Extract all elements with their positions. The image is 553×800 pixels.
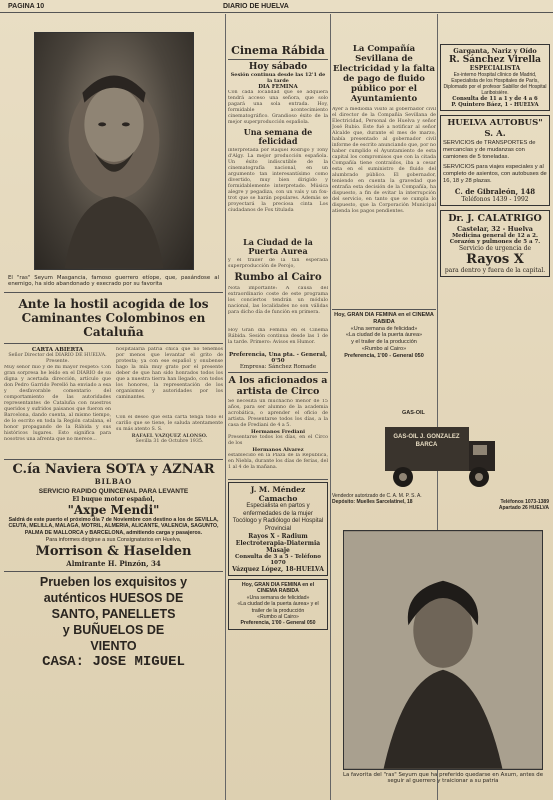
throat-address: P. Quintero Báez, 1 - HUELVA (451, 102, 539, 108)
film-3-title: Rumbo al Cairo (234, 272, 322, 283)
film-2-title: La Ciudad de la Puerta Aurea (243, 237, 313, 256)
naviera-service: SERVICIO RAPIDO QUINCENAL PARA LEVANTE (38, 487, 189, 495)
naviera-ship-intro: El buque motor español, (72, 495, 155, 503)
column-rule (225, 14, 226, 800)
throat-body: Ex-interno Hospital clínico de Madrid, Especialista de los Hospitales de París, Diplomado por el profesor Sabillor del Hospital Lariboisière. (443, 72, 547, 96)
divider (228, 372, 328, 373)
electricity-headline: La Compañía Sevillana de Electricidad y la falta de pago de fluido público por el Ayuntamiento (332, 44, 436, 104)
article-headline: Ante la hostil acogida de los Caminantes Colombinos en Cataluña (18, 296, 209, 339)
film-1-body: interpretada por Raquel Rodrigo y Tony d'Algy. La mejor producción española. Un éxito indiscutible de la cinematografía nacional, en un argumento tan interesantísimo como divertido, muy bien dirigido y formidablemente interpretado. Música alegre y pegadiza, con un vals y un fox-trot que se harán populares. Además se proyectará la preciosa cinta Los ciudadanos de Fox titulada (228, 148, 328, 213)
divider (228, 59, 328, 60)
pastry-line-2: auténticos HUESOS DE (43, 590, 184, 605)
gasoil-info (332, 493, 549, 512)
mendez-ad (228, 482, 328, 576)
gala-ad-middle (228, 579, 328, 630)
cinema-body: Con cada localidad que se adquiera tendrá acceso una señora, que solo pagará una sola entrada. Hoy, formidable acontecimiento cinematográfico. Grandioso éxito de la mejor superproducción española. (228, 90, 328, 125)
gala-title: Hoy, GRAN DIA FEMINA en el CINEMA RABIDA (334, 312, 434, 325)
cinema-company: Empresa: Sánchez Romade (239, 364, 317, 370)
throat-name: R. Sánchez Virella (449, 55, 541, 65)
divider (4, 571, 223, 572)
naviera-ship: "Axpe Mendi" (67, 502, 160, 517)
autobus-title: HUELVA AUTOBUS" S. A. (447, 118, 543, 139)
pastry-ad (4, 574, 223, 671)
page-number: PAGINA 10 (8, 3, 45, 10)
divider (4, 292, 223, 293)
letter-body-1: Muy señor mío y de mi mayor respeto: Con gran sorpresa he leído en el DIARIO de su digna y acertada dirección, artículo que don Pedro Garrido Perelló ha enviado a esa y desfavorable comentario del comportamiento de las autoridades representantes de Cataluña con nuestros queridos y sufridos paisanos que fueron en Barcelona, dando cuenta, al mismo tiempo, de lo escrito en toda la Región catalana, el honor propagando de la Rábida y sus históricos lugares. Esto significa para nosotros una afrenta que no merece... (4, 364, 111, 442)
circus-body-3: establecido en la Plaza de la República, en Niebla, durante los días de ferias, del 1 al 4 de la mañana. (228, 453, 328, 470)
gasoil-ad (332, 410, 549, 520)
circus-name: Hermanos Alvarez (252, 447, 304, 453)
circus-headline: A los aficionados a artista de Circo (228, 375, 328, 397)
calatrigo-rayos: Rayos X (466, 252, 524, 268)
naviera-contact-intro: Para informes dirigirse a sus Consignatarios en Huelva, (45, 536, 182, 543)
gasoil-phone: Teléfonos 1073-1389 (500, 499, 549, 506)
favorite-photo (343, 530, 543, 770)
film-3-body: Nota importante: A causa del extraordinario coste de este programa los conciertos tendrán un módulo nacional, las localidades no son válidas para dicho día de función en primera. (228, 286, 328, 315)
naviera-contact: Morrison & Haselden (35, 543, 192, 559)
film-3-body-2: Hoy Gran día Fémina en el Cinema Rábida. Sesión continua desde las 1 de la tarde. Primero: Avisos en Humor. (228, 328, 328, 345)
throat-title: Garganta, Nariz y Oído (453, 47, 537, 55)
mendez-body: Especialista en partos y enfermedades de la mujer Tocólogo y Radiólogo del Hospital Provincial (232, 503, 324, 532)
pastry-line-3: SANTO, PANELLETS (51, 606, 176, 621)
cinema-femina: DIA FEMINA (258, 84, 298, 90)
letter-place: Presente. (45, 358, 70, 364)
film-2-body: y el trailer de la tan esperada superproducción de Perojo, (228, 258, 328, 269)
gala-line-3: «Rumbo al Cairo» (257, 614, 299, 621)
letter-closing: Con el deseo que esta carta tenga todo el cariño que se tiene, le saluda atentamente su más atento S. S. (116, 414, 223, 432)
pastry-line-6: CASA: JOSE MIGUEL (42, 653, 185, 670)
gasoil-box: Apartado 26 HUELVA (498, 505, 549, 512)
naviera-city: BILBAO (94, 476, 133, 486)
autobus-body-1: SERVICIOS de TRANSPORTES de mercancías y de mudanzas con camiones de 5 toneladas. (443, 140, 536, 161)
pastry-line-1: Prueben los exquisitos y (39, 574, 188, 589)
gala-line-1: «Una semana de felicidad» (246, 594, 310, 601)
left-section (4, 14, 223, 800)
letter-signature: RAFAEL VAZQUEZ ALONSO. (131, 432, 208, 439)
cinema-day: Hoy sábado (248, 62, 308, 72)
gala-line-4: «Rumbo al Cairo» (361, 345, 407, 352)
calatrigo-line-1: Medicina general de 12 a 2. (452, 233, 538, 240)
gala-line-1: «Una semana de felicidad» (350, 325, 418, 332)
mendez-services: Electroterapia-Diatermia Masaje (235, 540, 321, 554)
calatrigo-title: Dr. J. CALATRIGO (448, 213, 542, 225)
letter-article (4, 347, 223, 455)
calatrigo-line-3: Servicio de urgencia de (458, 245, 532, 253)
divider (4, 343, 223, 344)
pastry-line-4: y BUÑUELOS DE (62, 622, 165, 637)
gala-line-2: «La ciudad de la puerta áurea» y el trailer de la producción (237, 601, 319, 614)
letter-col-1 (4, 347, 111, 455)
divider (332, 309, 436, 310)
autobus-phone: Teléfonos 1439 - 1992 (461, 196, 529, 204)
electricity-column (332, 14, 436, 424)
truck-illustration (381, 419, 501, 491)
naviera-title: C.ía Naviera SOTA y AZNAR (12, 461, 215, 477)
portrait-illustration (35, 33, 193, 269)
autobus-ad (440, 115, 550, 206)
ads-column (440, 14, 550, 410)
letter-recipient: Señor Director del DIARIO DE HUELVA. (8, 352, 107, 358)
gala-line-2: «La ciudad de la puerta áurea» (345, 332, 423, 339)
gala-ad-right (332, 312, 436, 360)
mendez-address: Vázquez López, 18-HUELVA (232, 566, 324, 573)
autobus-address: C. de Gibraleón, 148 (454, 187, 536, 197)
electricity-body: Ayer a mediodía visitó al gobernador civil el director de la Compañía Sevillana de Electricidad, Personal de Huelva y señor José Rubio. Este fué a notificar al señor Alcalde que, durante el mes de marzo, había presentado al gobernador civil informe de escrito anunciando que, por no haber cumplido el Ayuntamiento de esta capital los compromisos que con la citada Compañía tiene contraídos, iba a cesar esta en el suministro de fluido del alumbrado público. El gobernador, teniendo en cuenta la gravedad que entraña esta decisión de la Compañía, ha dispuesto, a fin de evitar la interrupción del servicio, en tanto que se cumpla lo dispuesto, que la Corporación Municipal atienda los pagos pendientes. (332, 107, 436, 214)
mendez-title: J. M. Méndez Camacho (250, 485, 306, 503)
gala-prices: Preferencia, 1'00 - General 050 (240, 620, 316, 627)
gala-line-3: y el trailer de la producción (351, 339, 417, 346)
throat-role: ESPECIALISTA (469, 65, 521, 72)
circus-body-2: Presentarse todos los días, en el Circo de los (228, 435, 328, 446)
mendez-rayos: Rayos X - Radium (248, 533, 308, 540)
gasoil-deposit: Depósito: Muelles Sarcelatinel, 18 (332, 499, 413, 506)
newspaper-name: DIARIO DE HUELVA (223, 3, 289, 10)
naviera-ad (4, 462, 223, 568)
circus-signature: Hermanos Frediani (250, 429, 306, 435)
autobus-body-2: SERVICIOS para viajes especiales y al completo de asientos, con autobuses de 16, 18 y 28 plazas. (443, 163, 547, 185)
letter-title: CARTA ABIERTA (31, 346, 84, 353)
pastry-line-5: VIENTO (90, 638, 137, 653)
cinema-column (228, 14, 328, 800)
naviera-address: Almirante H. Pinzón, 34 (66, 558, 161, 568)
cinema-title: Cinema Rábida (231, 44, 325, 57)
column-rule (330, 14, 331, 800)
truck-text: GAS-OIL J. GONZALEZ BARCA (393, 434, 460, 448)
gasoil-label: GAS-OIL (402, 410, 425, 416)
gala-title: Hoy, GRAN DIA FEMINA en el CINEMA RABIDA (241, 582, 315, 595)
letter-col-2 (116, 347, 223, 455)
circus-body: Se necesita un muchacho menor de 15 años, para ser alumno de la academia acrobática, o aprender el oficio de artista. Presentarse todos los días, a la casa de Frediani de 4 a 5. (228, 399, 328, 428)
photo-caption-2: La favorita del "ras" Seyum que ha preferido quedarse en Axum, antes de seguir al guerrero y traicionar a su patria (342, 772, 544, 785)
mendez-hours: Consulta de 3 a 5 - Teléfono 1070 (235, 554, 321, 566)
ras-seyum-photo (34, 32, 194, 270)
page-header (0, 0, 553, 13)
calatrigo-line-4: para dentro y fuera de la capital. (444, 267, 546, 275)
woman-illustration (344, 531, 542, 769)
calatrigo-line-2: Corazón y pulmones de 5 a 7. (449, 239, 541, 246)
divider (228, 479, 328, 480)
film-1-title: Una semana de felicidad (243, 127, 313, 146)
divider (4, 459, 223, 460)
gasoil-truck (381, 419, 501, 491)
throat-doctor-ad (440, 44, 550, 111)
cinema-session: Sesión continua desde las 12'1 de la tarde (230, 72, 326, 84)
cinema-prices: Preferencia, Una pta. - General, 0'50 (228, 352, 328, 364)
favorite-photo-block (338, 530, 548, 798)
gala-prices: Preferencia, 1'00 - General 050 (344, 352, 424, 359)
calatrigo-address: Castelar, 32 - Huelva (456, 225, 534, 234)
naviera-body: Saldrá de este puerto el próximo día 7 de Noviembre con destino a los de SEVILLA, CEUTA, MELILLA, MALAGA, MOTRIL, ALMERIA, ALICANTE, VALENCIA, SAGUNTO, PALMA DE MALLORCA y BARCELONA, admitiendo carga y pasajeros. (8, 516, 219, 536)
throat-hours: Consulta de 11 a 1 y de 4 a 6 (452, 96, 538, 102)
gasoil-vendor: Vendedor autorizado de C. A. M. P. S. A. (332, 493, 422, 499)
calatrigo-ad (440, 210, 550, 277)
letter-date: Sevilla 31 de Octubre 1935. (135, 438, 204, 444)
photo-caption: El "ras" Seyum Masgancia, famoso guerrero etíope, que, pasándose al enemigo, ha sido abandonado y execrado por su favorita (8, 275, 219, 288)
letter-body-2: hospitalaria patria chica que no tenemos por menos que levantar el grito de protesta; ya con ese español y onubense hago la mía muy grato por el presente deber de que han sido honrados todos los que a nuestra tierra han llegado, con todos los honores, la representación de los organismos y autoridades por los caminantes. (116, 346, 223, 400)
